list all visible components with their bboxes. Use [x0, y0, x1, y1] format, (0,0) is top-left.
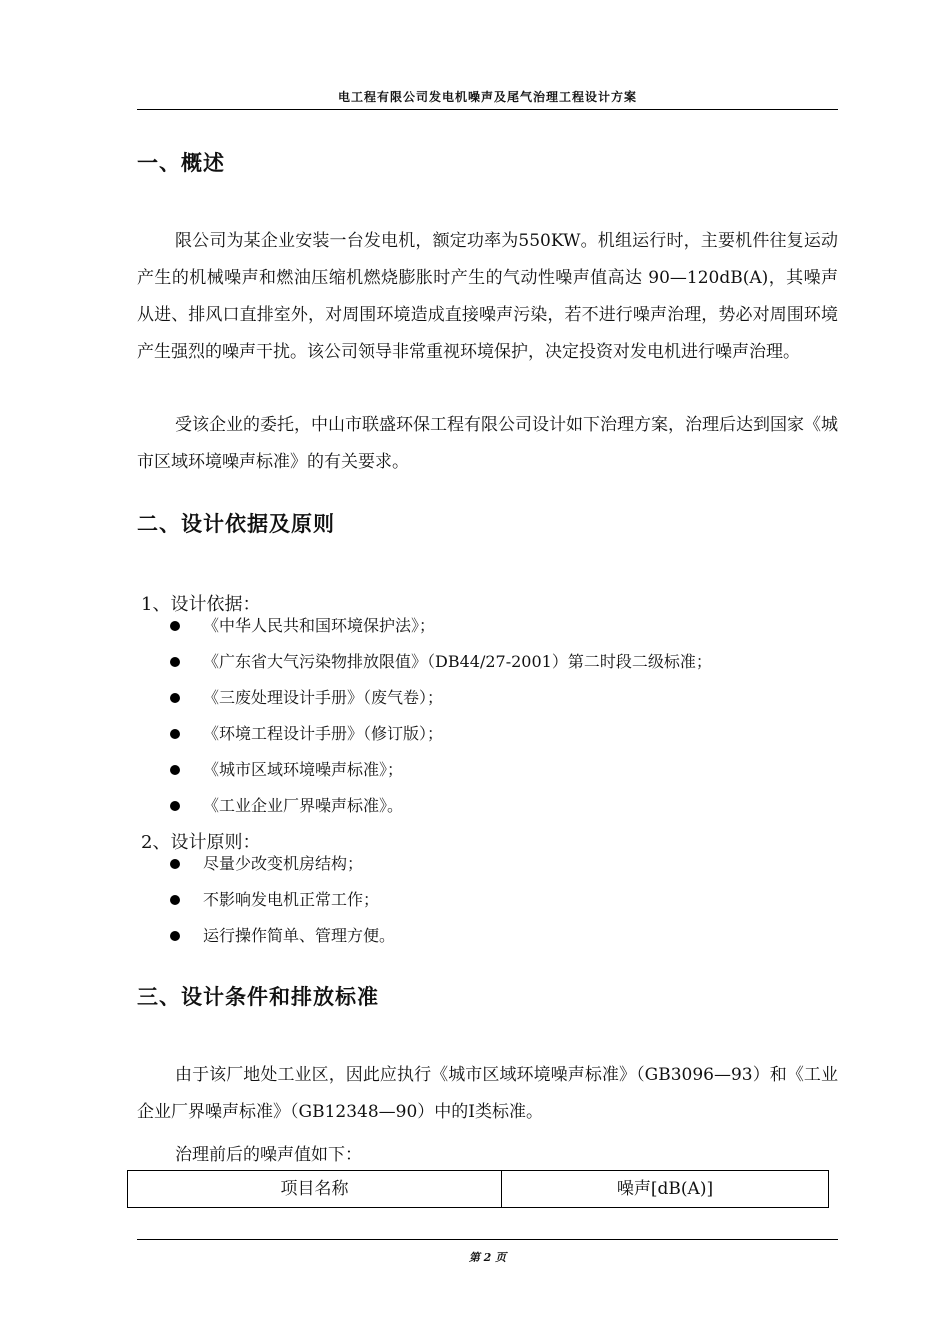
bullet-icon: [170, 693, 180, 703]
bullet-icon: [170, 729, 180, 739]
overview-paragraph-1: 限公司为某企业安装一台发电机，额定功率为550KW。机组运行时，主要机件往复运动产生的机械噪声和燃油压缩机燃烧膨胀时产生的气动性噪声值高达 90—120dB(A)，其噪声从进、排风口直排室外，对周围环境造成直接噪声污染，若不进行噪声治理，势必对周围环境产生强烈的噪声干扰。该公司领导非常重视环境保护，决定投资对发电机进行噪声治理。: [137, 231, 838, 362]
page-number: 第 2 页: [468, 1251, 507, 1264]
conditions-paragraph-1: 由于该厂地处工业区，因此应执行《城市区域环境噪声标准》（GB3096—93）和《工业企业厂界噪声标准》（GB12348—90）中的Ⅰ类标准。: [137, 1065, 838, 1122]
noise-values-table: [127, 1170, 829, 1208]
bullet-icon: [170, 801, 180, 811]
design-basis-subheading: 1、设计依据：: [141, 594, 261, 615]
bullet-icon: [170, 621, 180, 631]
conditions-paragraph-2: 治理前后的噪声值如下：: [175, 1145, 362, 1165]
footer-divider: [137, 1239, 838, 1240]
bullet-icon: [170, 931, 180, 941]
table-header-item-name: 项目名称: [128, 1171, 502, 1208]
table-header-row: [128, 1171, 829, 1208]
bullet-icon: [170, 895, 180, 905]
bullet-icon: [170, 657, 180, 667]
header-divider: [137, 109, 838, 110]
section-heading-design-basis: 二、设计依据及原则: [137, 512, 335, 536]
document-header-title: 电工程有限公司发电机噪声及尾气治理工程设计方案: [337, 90, 637, 104]
design-principle-subheading: 2、设计原则：: [141, 832, 261, 853]
bullet-icon: [170, 765, 180, 775]
overview-paragraph-2: 受该企业的委托，中山市联盛环保工程有限公司设计如下治理方案，治理后达到国家《城市区域环境噪声标准》的有关要求。: [137, 415, 838, 472]
bullet-icon: [170, 859, 180, 869]
table-header-noise: 噪声[dB(A)]: [502, 1171, 829, 1208]
section-heading-conditions: 三、设计条件和排放标准: [137, 985, 379, 1009]
section-heading-overview: 一、概述: [137, 151, 225, 175]
